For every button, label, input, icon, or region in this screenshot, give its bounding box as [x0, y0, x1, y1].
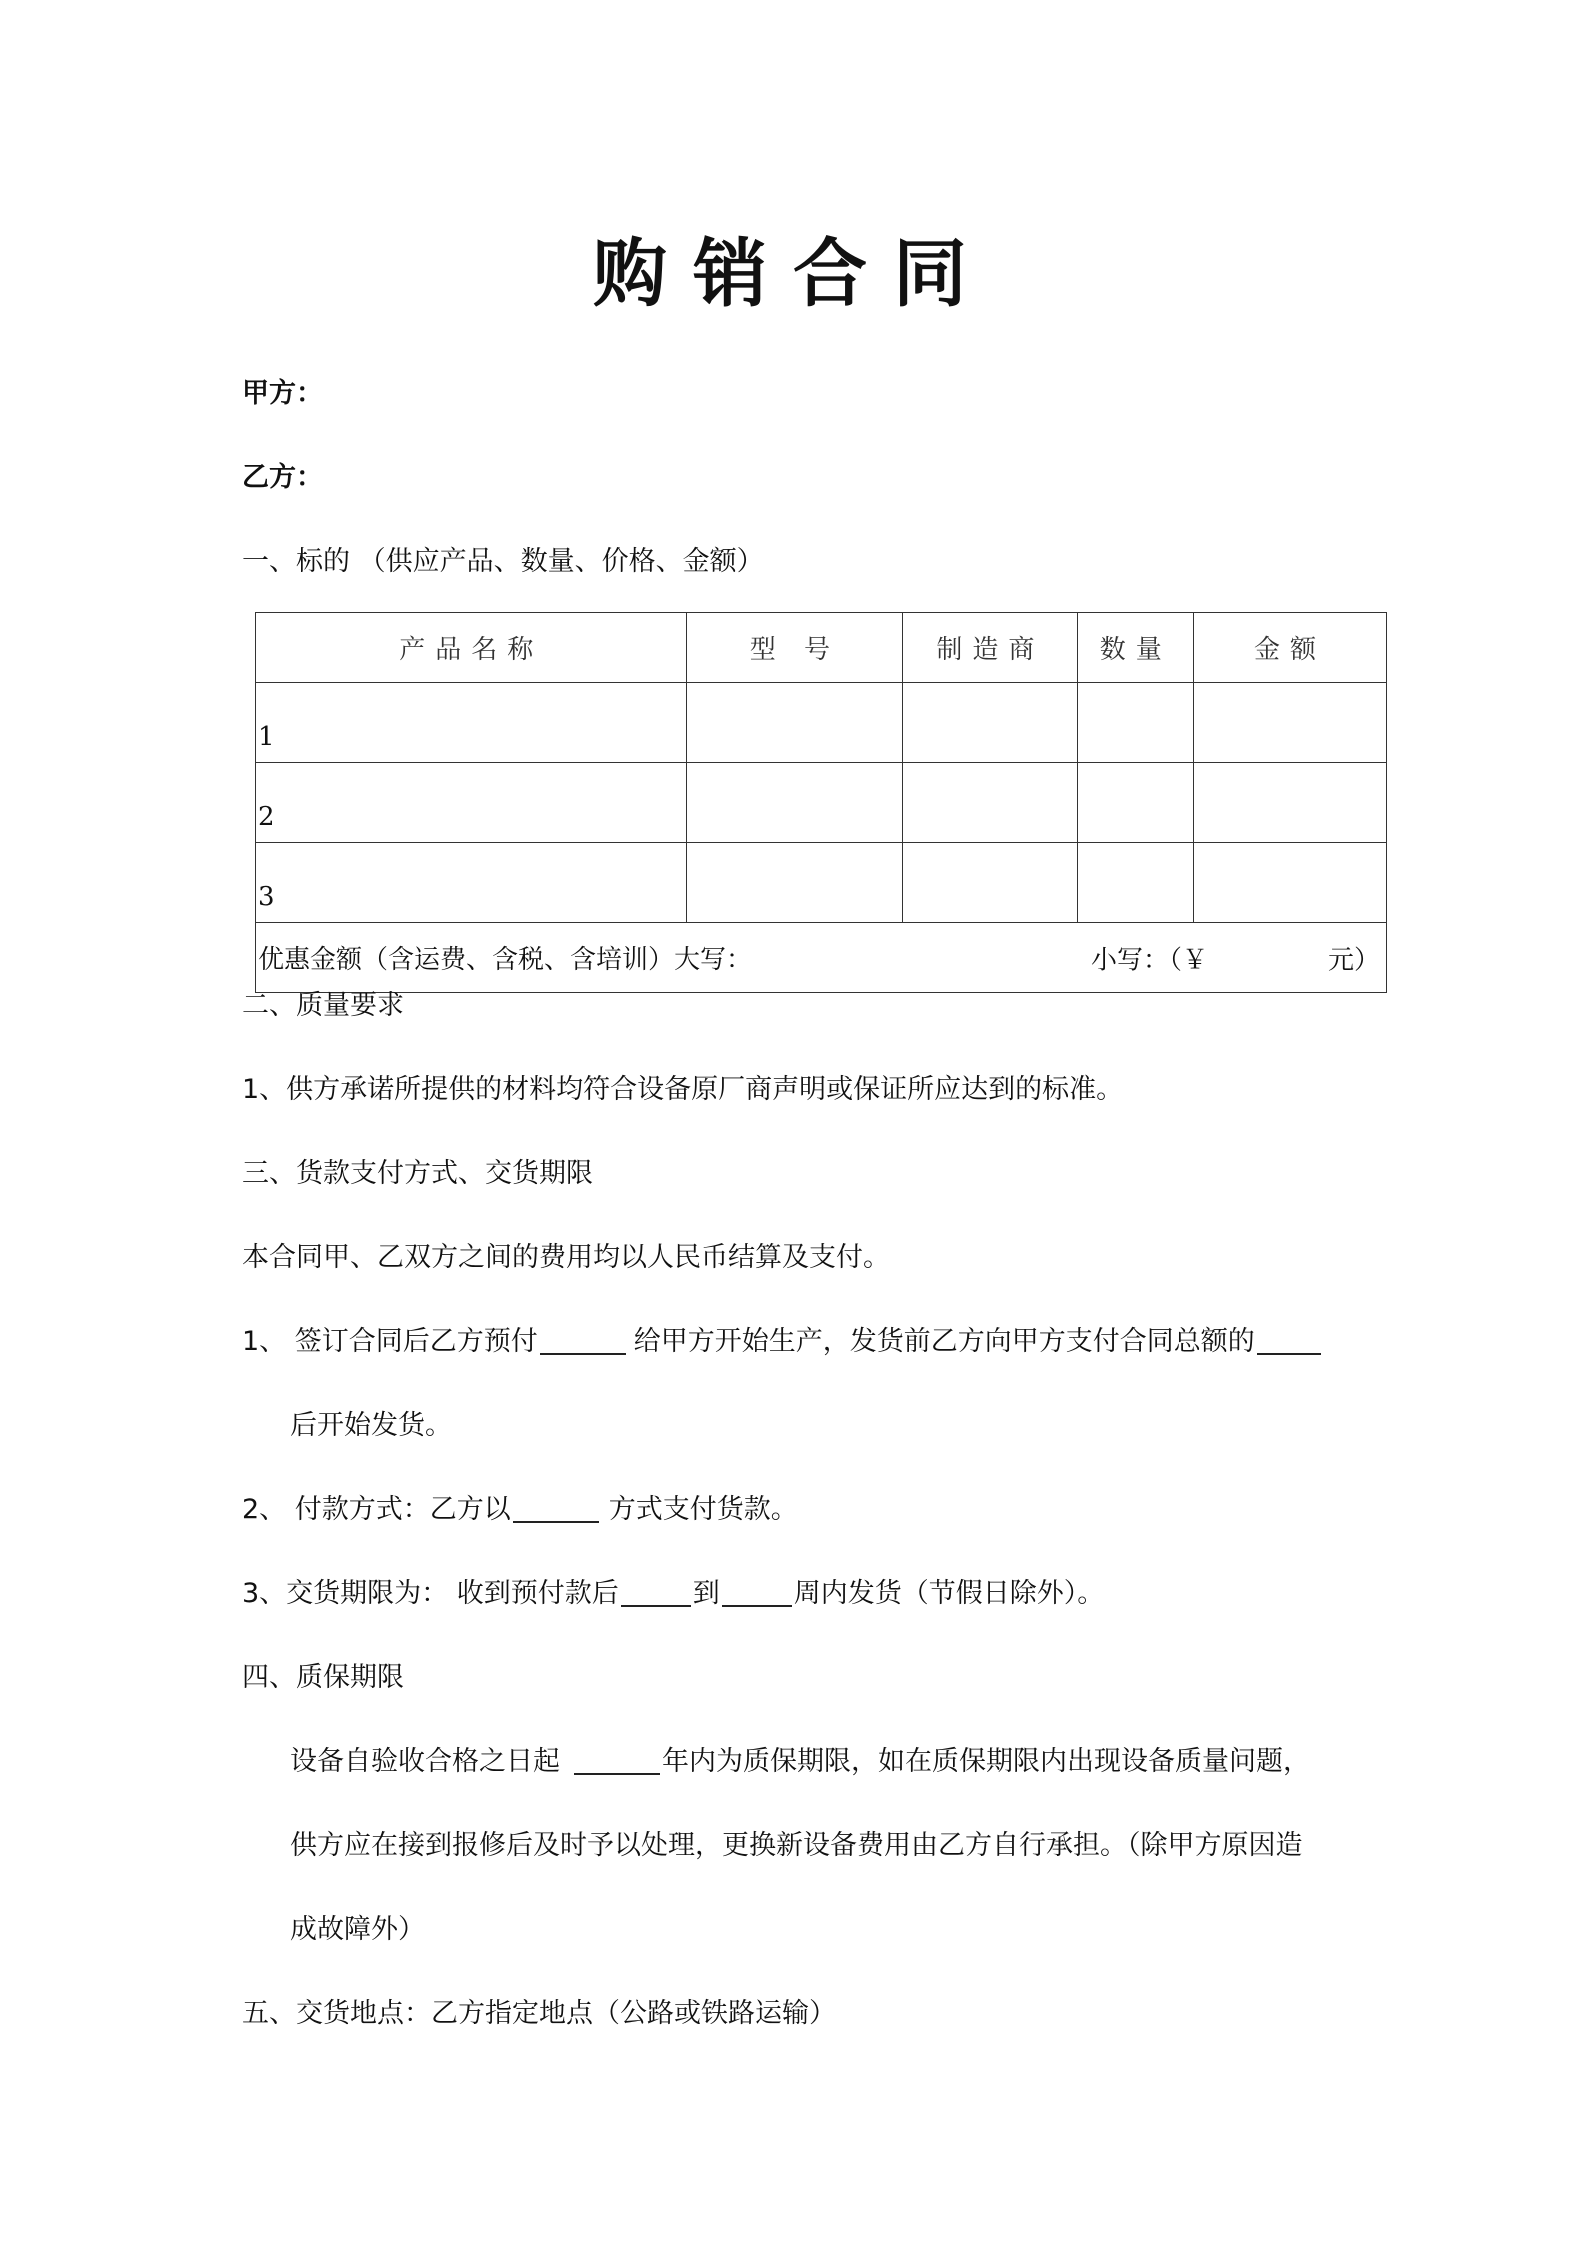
clause-text: 方式支付货款。 [608, 1494, 798, 1526]
table-cell [687, 843, 903, 923]
table-cell [687, 763, 903, 843]
section-5-heading: 五、交货地点：乙方指定地点（公路或铁路运输） [242, 1998, 836, 2029]
table-cell [1078, 843, 1194, 923]
header-quantity: 数量 [1078, 613, 1194, 683]
blank-field [621, 1578, 691, 1607]
total-amount-label: 优惠金额（含运费、含税、含培训）大写： [258, 945, 753, 975]
header-product-name: 产品名称 [256, 613, 687, 683]
payment-clause-1 [242, 1326, 1321, 1359]
party-a-label: 甲方： [242, 378, 323, 409]
clause-text: 周内发货（节假日除外）。 [793, 1578, 1105, 1610]
payment-clause-2 [242, 1494, 798, 1527]
row-number: 1 [256, 683, 687, 763]
clause-text: 设备自验收合格之日起 [290, 1746, 560, 1778]
table-row [256, 763, 1387, 843]
table-cell [903, 763, 1078, 843]
clause-text: 3、交货期限为： 收到预付款后 [242, 1578, 619, 1610]
header-amount: 金额 [1193, 613, 1386, 683]
clause-text: 年内为质保期限，如在质保期限内出现设备质量问题， [662, 1746, 1310, 1778]
table-cell [1193, 763, 1386, 843]
clause-text: 给甲方开始生产，发货前乙方向甲方支付合同总额的 [633, 1326, 1255, 1358]
warranty-line-2: 供方应在接到报修后及时予以处理，更换新设备费用由乙方自行承担。（除甲方原因造 [290, 1830, 1303, 1861]
clause-number: 1、 [242, 1326, 287, 1358]
blank-field [722, 1578, 792, 1607]
small-amount-suffix: 元） [1327, 945, 1380, 975]
table-cell [1193, 683, 1386, 763]
small-amount [1091, 939, 1380, 976]
blank-field [540, 1326, 626, 1355]
section-2-heading: 二、质量要求 [242, 990, 404, 1021]
table-cell [687, 683, 903, 763]
table-cell [903, 843, 1078, 923]
goods-table [255, 612, 1387, 993]
table-header-row [256, 613, 1387, 683]
blank-field [1257, 1326, 1321, 1355]
table-cell [903, 683, 1078, 763]
blank-field [513, 1494, 599, 1523]
section-1-heading: 一、标的 （供应产品、数量、价格、金额） [242, 546, 764, 577]
header-model: 型 号 [687, 613, 903, 683]
warranty-line-1 [290, 1746, 1310, 1779]
total-cell [256, 923, 1387, 993]
table-row [256, 843, 1387, 923]
payment-clause-1-cont: 后开始发货。 [290, 1410, 452, 1441]
clause-text: 签订合同后乙方预付 [294, 1326, 538, 1358]
table-cell [1078, 683, 1194, 763]
currency-clause: 本合同甲、乙双方之间的费用均以人民币结算及支付。 [242, 1242, 890, 1273]
party-b-label: 乙方： [242, 462, 323, 493]
blank-field [574, 1746, 660, 1775]
delivery-term-clause [242, 1578, 1104, 1611]
table-cell [1078, 763, 1194, 843]
warranty-line-3: 成故障外） [290, 1914, 425, 1945]
small-amount-prefix: 小写：（￥ [1090, 945, 1208, 975]
table-cell [1193, 843, 1386, 923]
quality-clause-1: 1、供方承诺所提供的材料均符合设备原厂商声明或保证所应达到的标准。 [242, 1074, 1124, 1105]
row-number: 2 [256, 763, 687, 843]
section-3-heading: 三、货款支付方式、交货期限 [242, 1158, 593, 1189]
clause-text: 到 [692, 1578, 720, 1610]
header-manufacturer: 制造商 [903, 613, 1078, 683]
row-number: 3 [256, 843, 687, 923]
section-4-heading: 四、质保期限 [242, 1662, 404, 1693]
clause-number: 2、 [242, 1494, 287, 1526]
document-title: 购销合同 [593, 231, 993, 317]
table-row [256, 683, 1387, 763]
clause-text: 付款方式：乙方以 [294, 1494, 511, 1526]
table-total-row [256, 923, 1387, 993]
